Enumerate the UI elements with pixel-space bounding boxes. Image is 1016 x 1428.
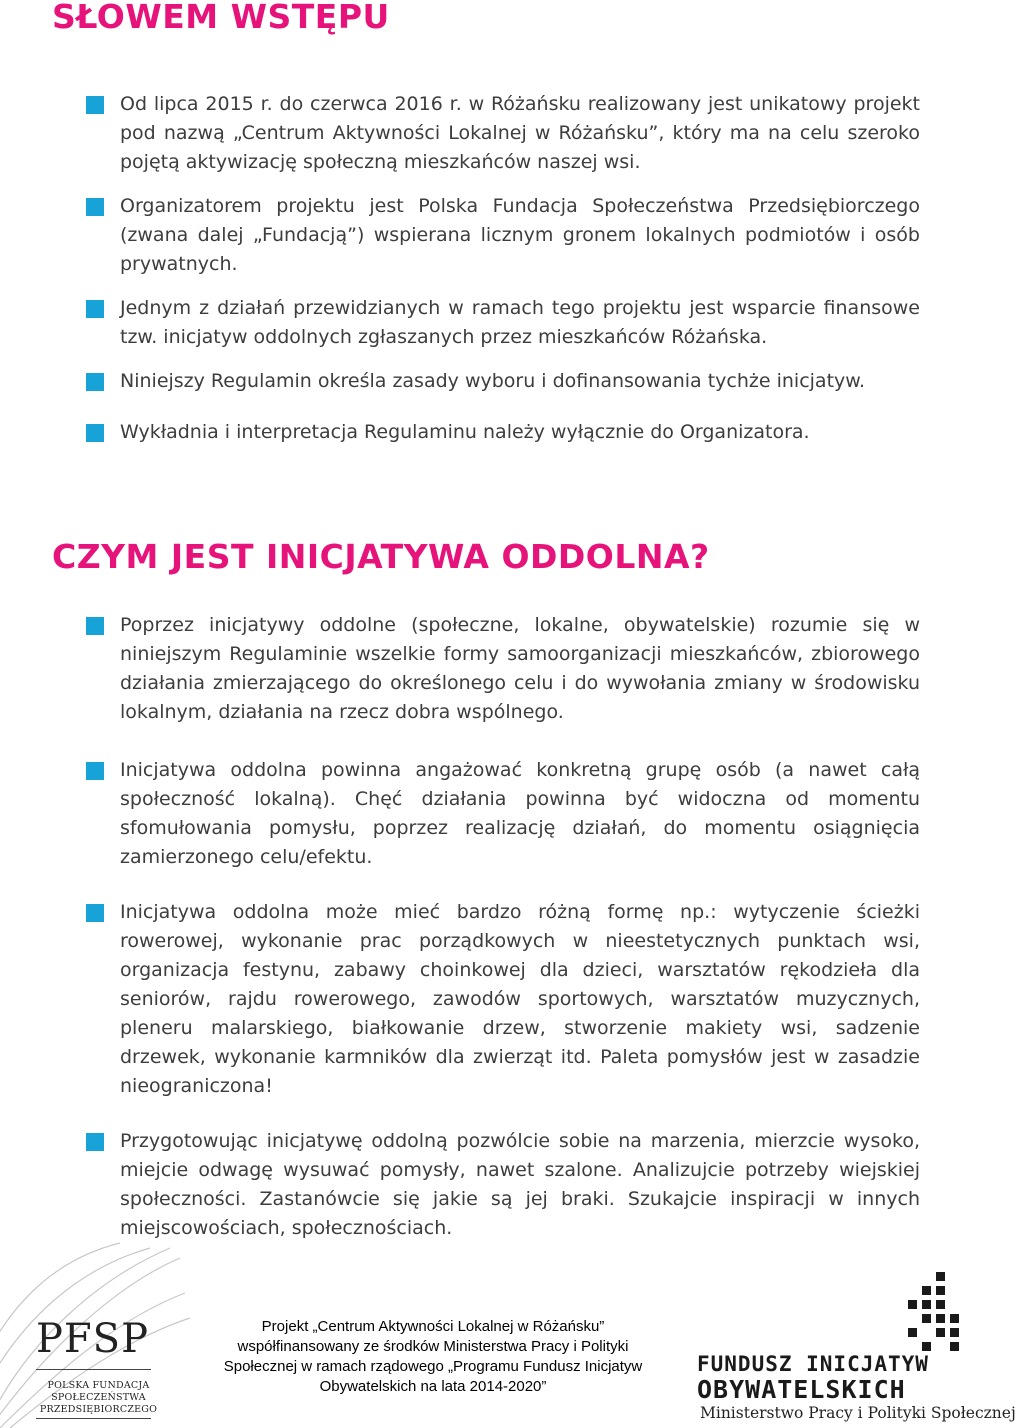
project-line: Obywatelskich na lata 2014-2020” (319, 1378, 547, 1395)
bullet-icon (86, 904, 104, 922)
fio-ministry: Ministerstwo Pracy i Polityki Społecznej (700, 1404, 1016, 1422)
paragraph: Organizatorem projektu jest Polska Fundacja Społeczeństwa Przedsiębiorczego (zwana dalej „Fundacją”) wspierana licznym gronem lokalnych podmiotów i osób prywatnych. (120, 195, 920, 275)
section-heading-intro: SŁOWEM WSTĘPU (52, 0, 390, 36)
paragraph: Od lipca 2015 r. do czerwca 2016 r. w Różańsku realizowany jest unikatowy projekt pod nazwą „Centrum Aktywności Lokalnej w Różańsku”, który ma na celu szeroko pojętą aktywizację społeczną mieszkańców naszej wsi. (120, 93, 920, 173)
paragraph: Jednym z działań przewidzianych w ramach tego projektu jest wsparcie finansowe tzw. inicjatyw oddolnych zgłaszanych przez mieszkańców Różańska. (120, 297, 920, 348)
bullet-icon (86, 96, 104, 114)
paragraph: Inicjatywa oddolna powinna angażować konkretną grupę osób (a nawet całą społeczność lokalną). Chęć działania powinna być widoczna od momentu sfomułowania pomysłu, poprzez realizację działań, do momentu osiągnięcia zamierzonego celu/efektu. (120, 759, 920, 868)
project-info (200, 1317, 666, 1397)
paragraph: Poprzez inicjatywy oddolne (społeczne, lokalne, obywatelskie) rozumie się w niniejszym Regulaminie wszelkie formy samoorganizacji mieszkańców, zbiorowego działania zmierzającego do określonego celu i do wywołania zmiany w środowisku lokalnym, działania na rzecz dobra wspólnego. (120, 614, 920, 723)
fio-line1: FUNDUSZ INICJATYW (697, 1352, 929, 1376)
paragraph: Niniejszy Regulamin określa zasady wyboru i dofinansowania tychże inicjatyw. (120, 370, 866, 392)
project-line: Projekt „Centrum Aktywności Lokalnej w Różańsku” (261, 1318, 605, 1335)
project-line: współfinansowany ze środków Ministerstwa Pracy i Polityki (237, 1338, 629, 1355)
pfsp-divider (36, 1369, 151, 1370)
paragraph: Przygotowując inicjatywę oddolną pozwólcie sobie na marzenia, mierzcie wysoko, miejcie odwagę wysuwać pomysły, nawet szalone. Analizujcie potrzeby wiejskiej społeczności. Zastanówcie się jakie są jej braki. Szukajcie inspiracji w innych miejscowościach, społecznościach. (120, 1130, 920, 1239)
bullet-icon (86, 198, 104, 216)
paragraph: Wykładnia i interpretacja Regulaminu należy wyłącznie do Organizatora. (120, 421, 810, 443)
pfsp-line3: PRZEDSIĘBIORCZEGO (39, 1404, 158, 1415)
pfsp-line1: POLSKA FUNDACJA (47, 1380, 150, 1391)
pfsp-divider (36, 1418, 151, 1419)
fio-line2: OBYWATELSKICH (697, 1375, 906, 1404)
bullet-icon (86, 300, 104, 318)
pfsp-abbr: PFSP (36, 1316, 149, 1362)
bullet-icon (86, 762, 104, 780)
pfsp-line2: SPOŁECZEŃSTWA (51, 1392, 146, 1403)
paragraph: Inicjatywa oddolna może mieć bardzo różną formę np.: wytyczenie ścieżki rowerowej, wykonanie prac porządkowych w nieestetycznych punktach wsi, organizacja festynu, zabawy choinkowej dla dzieci, warsztatów rękodzieła dla seniorów, rajdu rowerowego, zawodów sportowych, warsztatów muzycznych, pleneru malarskiego, białkowanie drzew, stworzenie makiety wsi, sadzenie drzewek, wykonanie karmników dla zwierząt itd. Paleta pomysłów jest w zasadzie nieograniczona! (120, 901, 920, 1097)
project-line: Społecznej w ramach rządowego „Programu Fundusz Inicjatyw (223, 1358, 643, 1375)
bullet-icon (86, 617, 104, 635)
bullet-icon (86, 1133, 104, 1151)
bullet-icon (86, 373, 104, 391)
section-heading-grassroots: CZYM JEST INICJATYWA ODDOLNA? (52, 537, 710, 576)
bullet-icon (86, 424, 104, 442)
